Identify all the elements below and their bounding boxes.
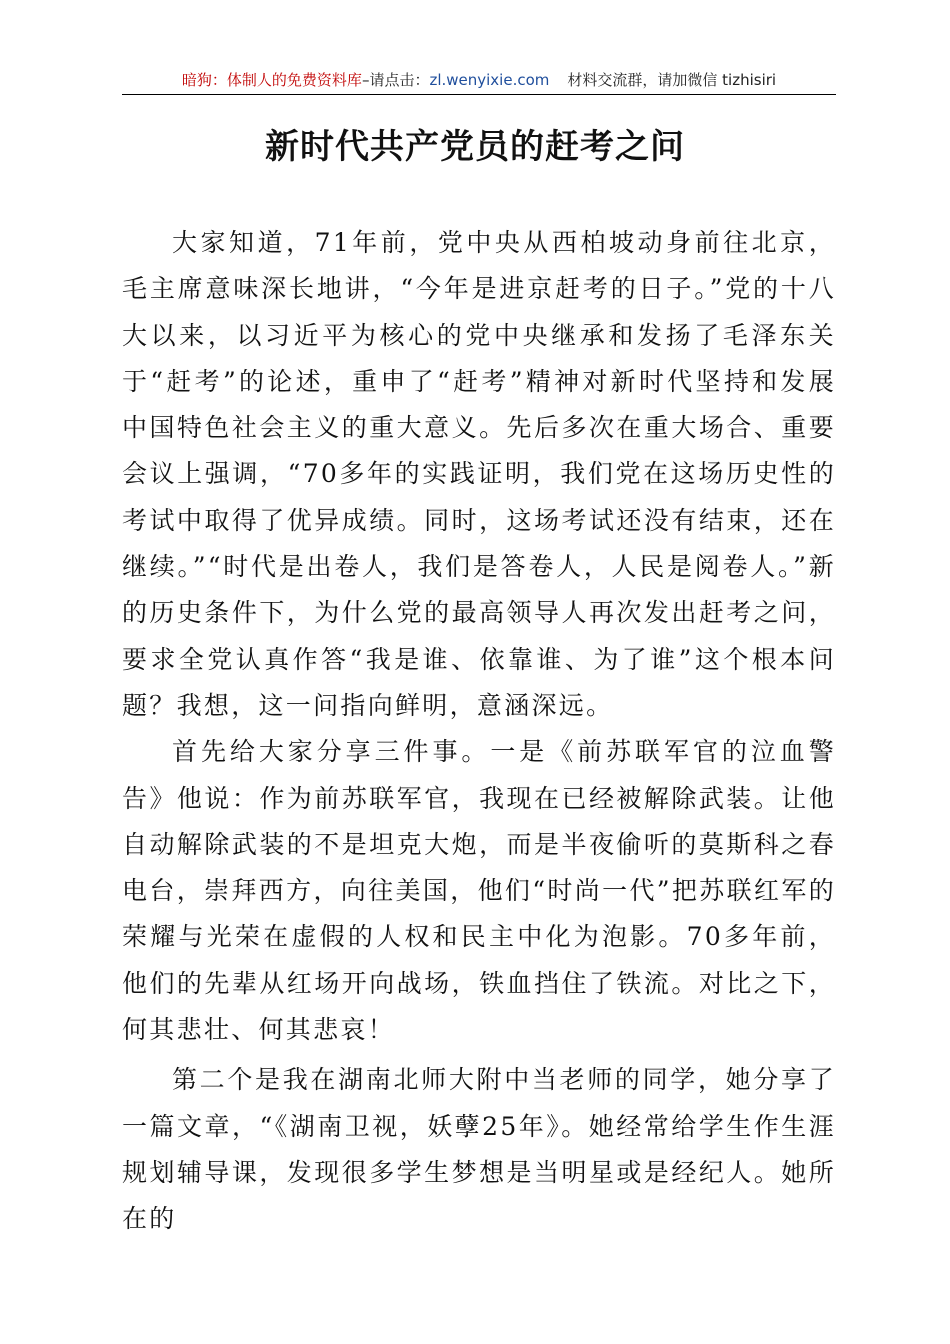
header-contact: 材料交流群，请加微信 tizhisiri bbox=[567, 71, 777, 89]
header-site-name: 暗狗：体制人的免费资料库 bbox=[181, 71, 362, 89]
body-paragraph-3: 第二个是我在湖南北师大附中当老师的同学，她分享了一篇文章，“《湖南卫视，妖孽25年》。她经常给学生作生涯规划辅导课，发现很多学生梦想是当明星或是经纪人。她所在的 bbox=[122, 1065, 836, 1234]
body-paragraph-2: 首先给大家分享三件事。一是《前苏联军官的泣血警告》他说：作为前苏联军官，我现在已经被解除武装。让他自动解除武装的不是坦克大炮，而是半夜偷听的莫斯科之春电台，崇拜西方，向往美国，他们“时尚一代”把苏联红军的荣耀与光荣在虚假的人权和民主中化为泡影。70多年前，他们的先辈从红场开向战场，铁血挡住了铁流。对比之下，何其悲壮、何其悲哀！ bbox=[122, 737, 836, 1045]
page-header bbox=[122, 70, 836, 94]
header-url-link[interactable]: zl.wenyixie.com bbox=[429, 71, 550, 89]
document-body bbox=[122, 220, 836, 1243]
body-paragraph-1: 大家知道，71年前，党中央从西柏坡动身前往北京，毛主席意味深长地讲，“今年是进京赶考的日子。”党的十八大以来，以习近平为核心的党中央继承和发扬了毛泽东关于“赶考”的论述，重申了“赶考”精神对新时代坚持和发展中国特色社会主义的重大意义。先后多次在重大场合、重要会议上强调，“70多年的实践证明，我们党在这场历史性的考试中取得了优异成绩。同时，这场考试还没有结束，还在继续。”“时代是出卷人，我们是答卷人，人民是阅卷人。”新的历史条件下，为什么党的最高领导人再次发出赶考之问，要求全党认真作答“我是谁、依靠谁、为了谁”这个根本问题？我想，这一问指向鲜明，意涵深远。 bbox=[122, 228, 836, 720]
document-title: 新时代共产党员的赶考之问 bbox=[265, 127, 685, 167]
header-divider bbox=[122, 94, 836, 95]
header-click-prompt: –请点击： bbox=[361, 71, 430, 89]
